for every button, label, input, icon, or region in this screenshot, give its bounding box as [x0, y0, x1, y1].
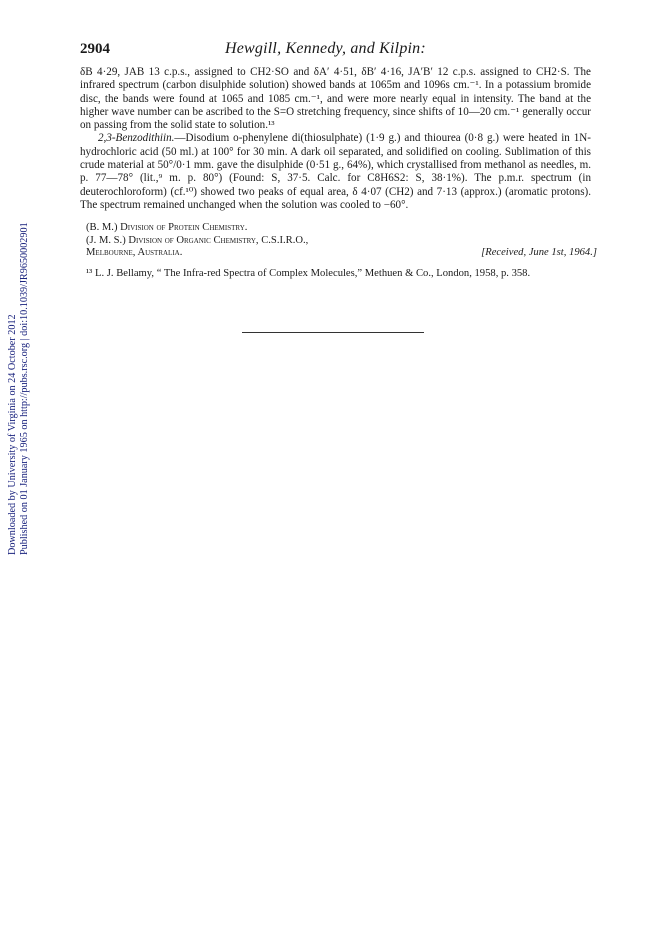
end-rule: [242, 332, 424, 333]
compound-heading: 2,3-Benzodithiin.: [98, 132, 175, 145]
received-date: [Received, June 1st, 1964.]: [481, 247, 597, 259]
address-line: (J. M. S.) Division of Organic Chemistry, C.S.I.R.O.,: [86, 234, 309, 246]
paragraph-benzodithiin: [80, 132, 591, 212]
journal-page: [80, 40, 597, 291]
address-line: (B. M.) Division of Protein Chemistry.: [86, 222, 248, 234]
published-line: Published on 01 January 1965 on http://pubs.rsc.org | doi:10.1039/JR9650002901: [19, 222, 30, 555]
author-addresses: [86, 222, 597, 260]
page-number: 2904: [80, 41, 110, 57]
footnote: ¹³ L. J. Bellamy, “ The Infra-red Spectra of Complex Molecules,” Methuen & Co., London, 1958, p. 358.: [86, 268, 531, 280]
paragraph-nmr-ir: δB 4·29, JAB 13 c.p.s., assigned to CH2·SO and δA′ 4·51, δB′ 4·16, JA′B′ 12 c.p.s. assigned to CH2·S. The infrared spectrum (carbon disulphide solution) showed bands at 1065m and 1096s cm.⁻¹. In a potassium bromide disc, the bands were found at 1065 and 1085 cm.⁻¹, and were more nearly equal in intensity. The band at the higher wave number can be ascribed to the S=O stretching frequency, since shifts of 10—20 cm.⁻¹ generally occur on passing from the solid state to solution.¹³: [80, 66, 591, 132]
page-header: [80, 40, 591, 60]
download-notice: [0, 0, 30, 936]
download-line: Downloaded by University of Virginia on 24 October 2012: [7, 314, 18, 555]
download-notice-text: [7, 222, 31, 555]
running-head: Hewgill, Kennedy, and Kilpin:: [225, 40, 426, 57]
address-line: Melbourne, Australia.: [86, 247, 183, 259]
paragraph-body: —Disodium o-phenylene di(thiosulphate) (1·9 g.) and thiourea (0·8 g.) were heated in 1N-hydrochloric acid (50 ml.) at 100° for 30 min. A dark oil separated, and solidified on cooling. Sublimation of this crude material at 50°/0·1 mm. gave the disulphide (0·51 g., 64%), which crystallised from methanol as needles, m. p. 77—78° (lit.,⁹ m. p. 80°) (Found: S, 37·5. Calc. for C8H6S2: S, 38·1%). The p.m.r. spectrum (in deuterochloroform) (cf.¹⁰) showed two peaks of equal area, δ 4·07 (CH2) and 7·13 (approx.) (aromatic protons). The spectrum remained unchanged when the solution was cooled to −60°.: [80, 132, 591, 211]
